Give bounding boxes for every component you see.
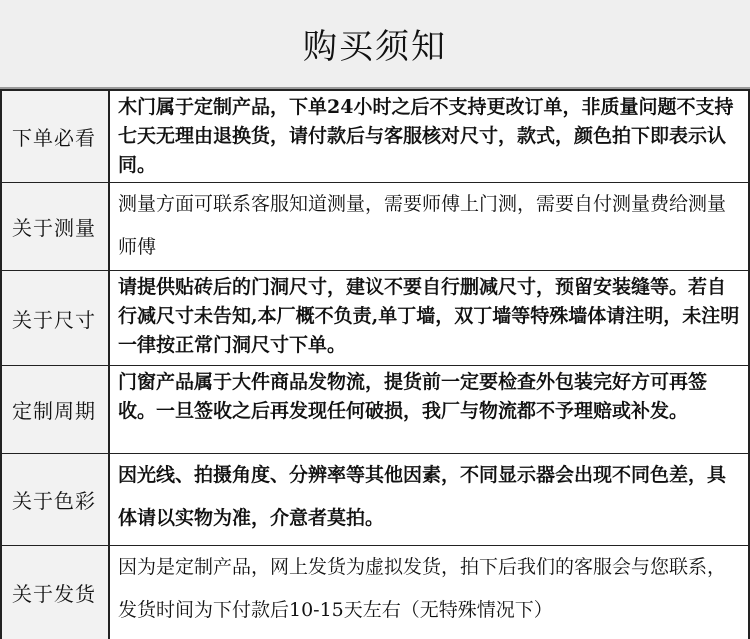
row-label: 关于尺寸 bbox=[0, 271, 110, 365]
row-label: 关于发货 bbox=[0, 546, 110, 639]
notice-row-color bbox=[0, 454, 750, 546]
row-label: 下单必看 bbox=[0, 91, 110, 182]
table-left-border bbox=[0, 89, 2, 639]
notice-row-shipping bbox=[0, 546, 750, 639]
title-bar bbox=[0, 0, 750, 89]
notice-row-order bbox=[0, 89, 750, 183]
row-text: 请提供贴砖后的门洞尺寸，建议不要自行删减尺寸，预留安装缝等。若自行减尺寸未告知,本厂概不负责,单丁墙，双丁墙等特殊墙体请注明，未注明一律按正常门洞尺寸下单。 bbox=[118, 276, 740, 356]
row-text: 木门属于定制产品，下单24小时之后不支持更改订单，非质量问题不支持七天无理由退换货，请付款后与客服核对尺寸，款式，颜色拍下即表示认同。 bbox=[118, 96, 734, 176]
notice-row-size bbox=[0, 271, 750, 366]
row-text: 门窗产品属于大件商品发物流，提货前一定要检查外包装完好方可再签收。一旦签收之后再发现任何破损，我厂与物流都不予理赔或补发。 bbox=[118, 371, 708, 422]
row-label: 关于测量 bbox=[0, 183, 110, 270]
notice-row-measure bbox=[0, 183, 750, 271]
page-title: 购买须知 bbox=[303, 27, 447, 67]
row-label: 关于色彩 bbox=[0, 454, 110, 545]
row-text: 测量方面可联系客服知道测量，需要师傅上门测，需要自付测量费给测量师傅 bbox=[118, 193, 727, 258]
row-text: 因为是定制产品，网上发货为虚拟发货，拍下后我们的客服会与您联系，发货时间为下付款后10-15天左右（无特殊情况下） bbox=[118, 556, 727, 621]
notice-row-cycle bbox=[0, 366, 750, 454]
row-label: 定制周期 bbox=[0, 366, 110, 453]
row-text: 因光线、拍摄角度、分辨率等其他因素，不同显示器会出现不同色差，具体请以实物为准，介意者莫拍。 bbox=[118, 464, 727, 529]
